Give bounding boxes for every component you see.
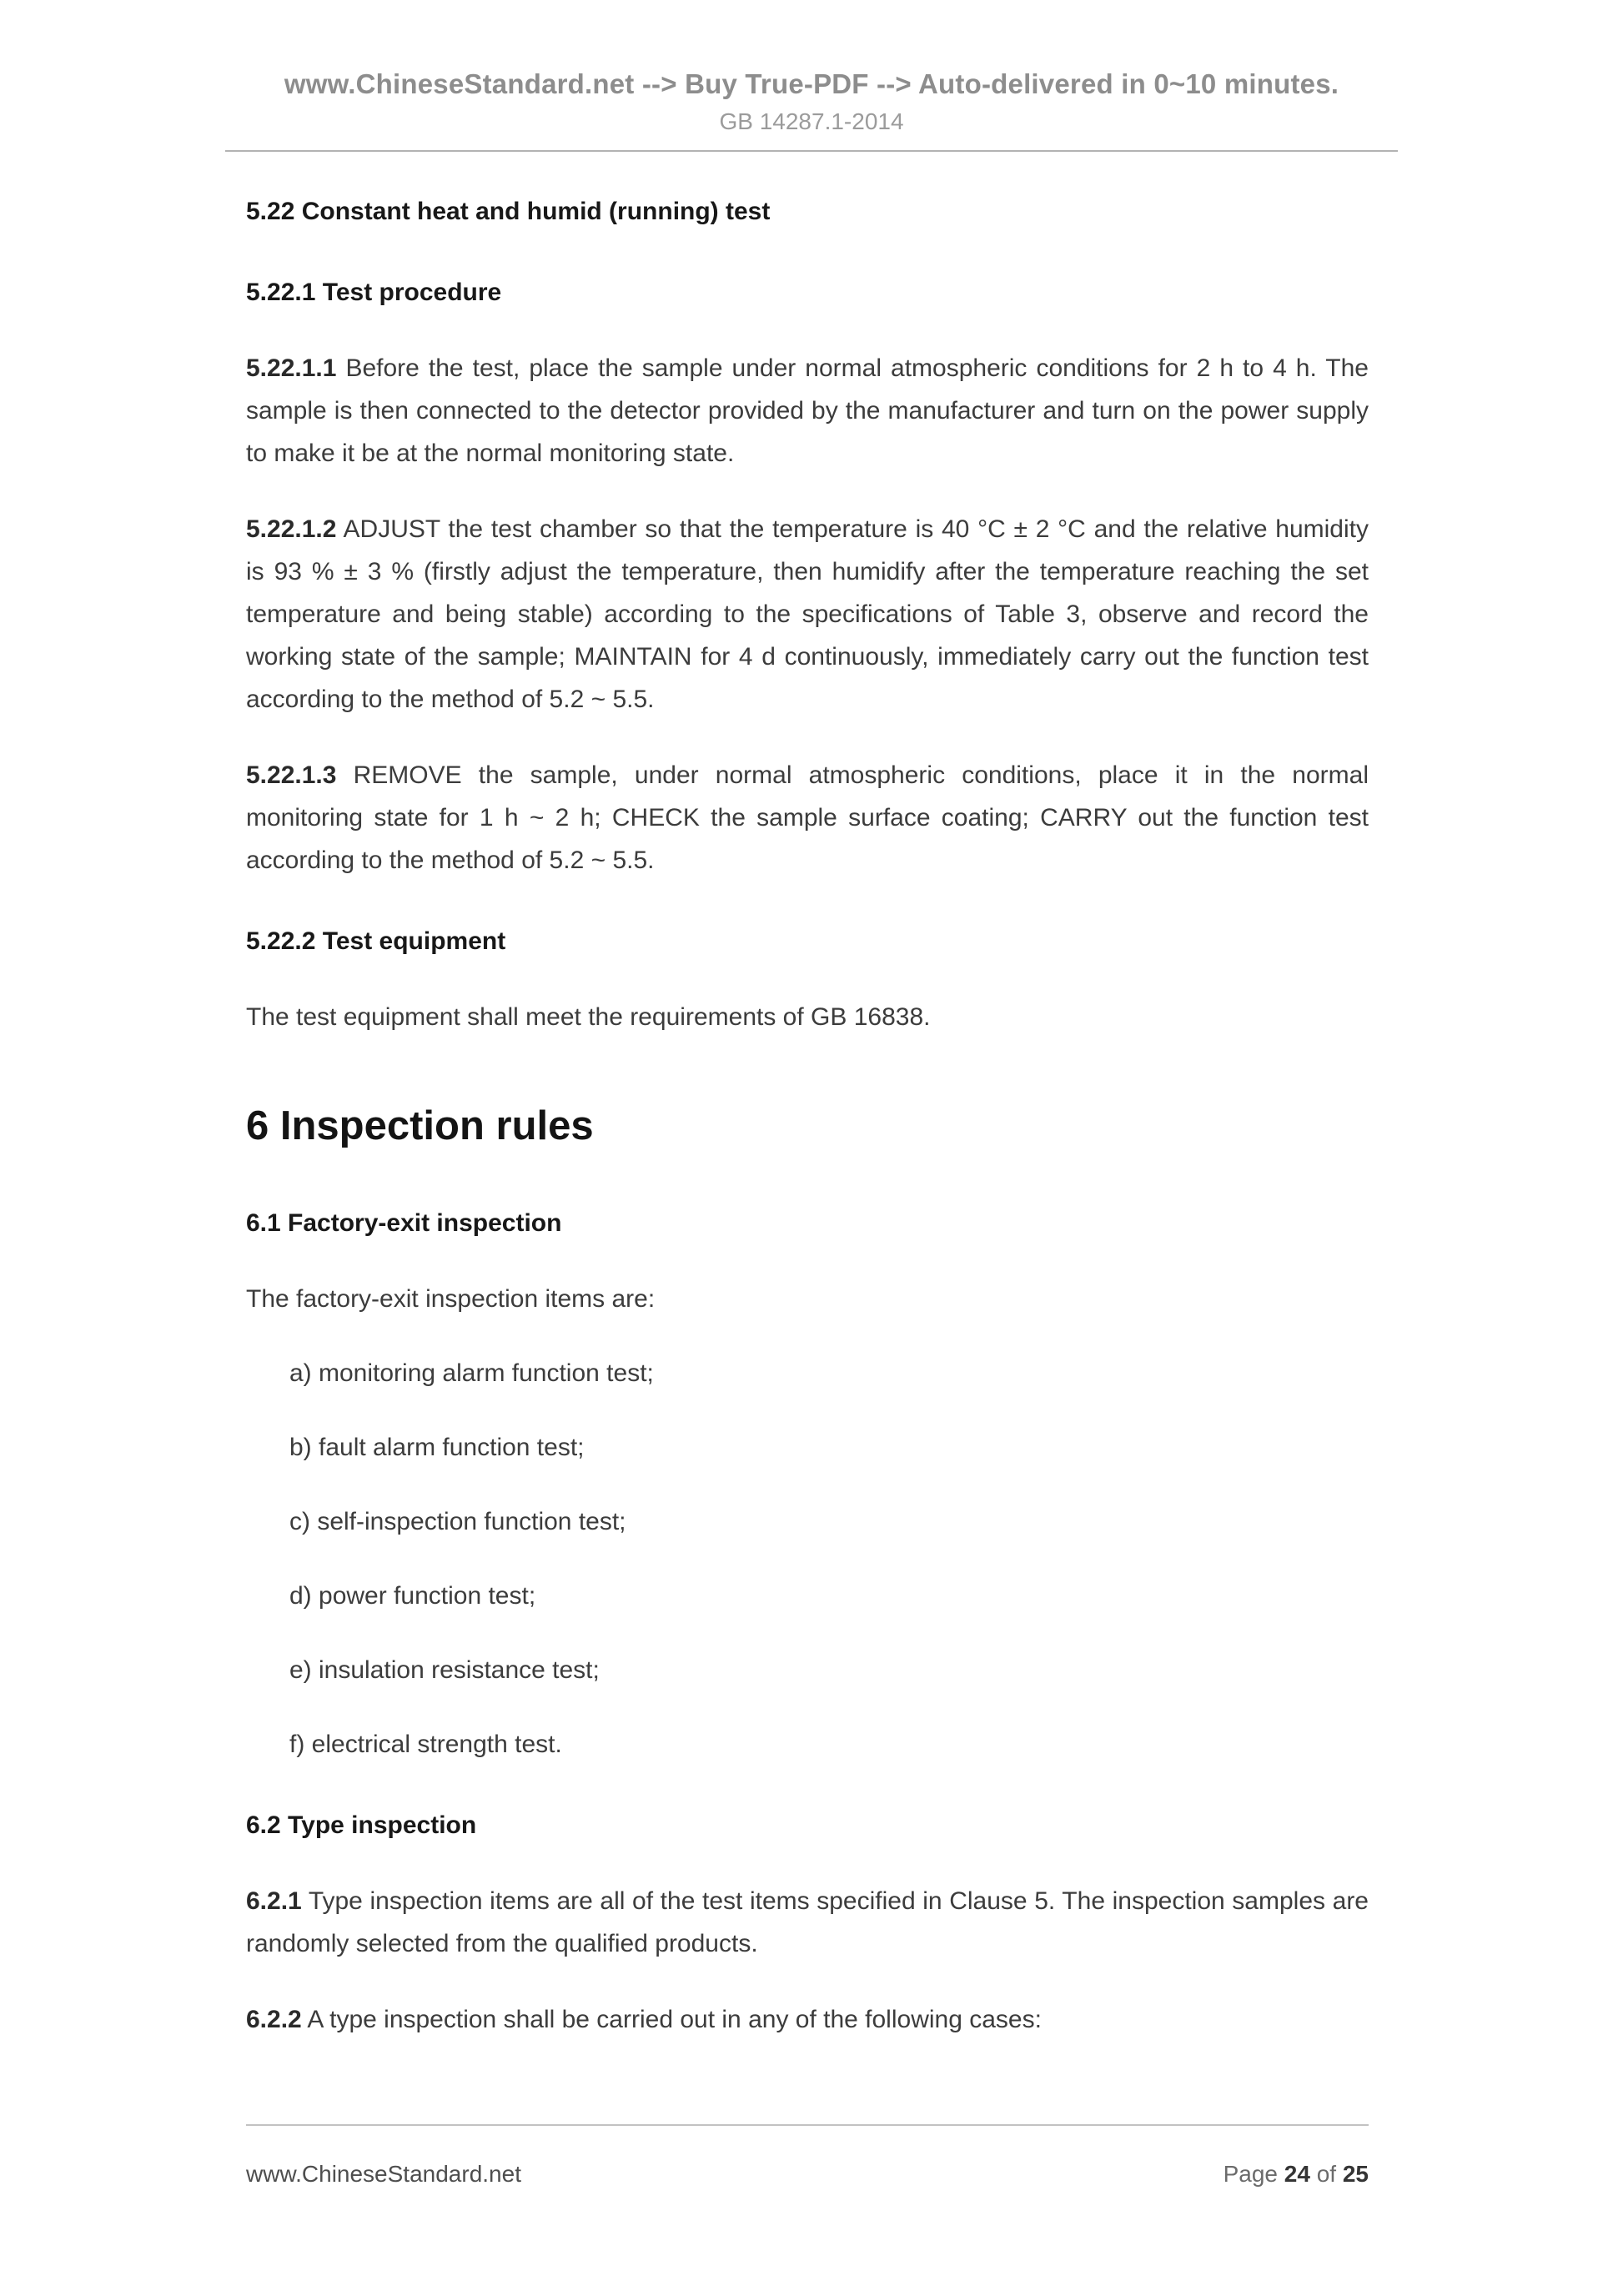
header-divider [225, 150, 1398, 152]
header-promo-text: www.ChineseStandard.net --> Buy True-PDF --> Auto-delivered in 0~10 minutes. [284, 68, 1339, 99]
paragraph-6-1-intro: The factory-exit inspection items are: [246, 1284, 656, 1313]
list-item-f: f) electrical strength test. [289, 1730, 562, 1758]
paragraph-6-2-2 [246, 1998, 1369, 2041]
document-body [0, 190, 1623, 2041]
list-item-d: d) power function test; [289, 1581, 536, 1610]
list-item-a: a) monitoring alarm function test; [289, 1359, 654, 1387]
clause-text-5-22-1-3: REMOVE the sample, under normal atmospheric conditions, place it in the normal monitoring state for 1 h ~ 2 h; CHECK the sample surface coating; CARRY out the function test according to the method of 5.2 ~ 5.5. [246, 761, 1369, 874]
clause-number-5-22-1-1: 5.22.1.1 [246, 354, 337, 382]
page-indicator [1224, 2161, 1369, 2188]
footer-site-link: www.ChineseStandard.net [246, 2161, 521, 2187]
page-footer [0, 2124, 1623, 2296]
list-item-b: b) fault alarm function test; [289, 1433, 585, 1461]
clause-number-5-22-1-2: 5.22.1.2 [246, 515, 337, 543]
paragraph-5-22-1-1 [246, 347, 1369, 475]
clause-number-6-2-2: 6.2.2 [246, 2005, 302, 2033]
heading-5-22-1: 5.22.1 Test procedure [246, 279, 502, 306]
page-indicator-label: Page [1223, 2161, 1284, 2187]
clause-text-6-2-2: A type inspection shall be carried out in any of the following cases: [307, 2005, 1042, 2033]
page-total-number: 25 [1342, 2161, 1369, 2187]
heading-5-22-2: 5.22.2 Test equipment [246, 927, 506, 955]
heading-6-2: 6.2 Type inspection [246, 1811, 477, 1839]
paragraph-5-22-1-3 [246, 754, 1369, 882]
clause-number-5-22-1-3: 5.22.1.3 [246, 761, 337, 789]
heading-6: 6 Inspection rules [246, 1103, 594, 1148]
clause-text-6-2-1: Type inspection items are all of the test items specified in Clause 5. The inspection samples are randomly selected from the qualified products. [246, 1887, 1369, 1957]
footer-row [246, 2161, 1369, 2188]
clause-text-5-22-1-2: ADJUST the test chamber so that the temperature is 40 °C ± 2 °C and the relative humidity is 93 % ± 3 % (firstly adjust the temperature, then humidify after the temperature reaching the set temperature and being stable) according to the specifications of Table 3, observe and record the working state of the sample; MAINTAIN for 4 d continuously, immediately carry out the function test according to the method of 5.2 ~ 5.5. [246, 515, 1369, 713]
footer-divider [246, 2124, 1369, 2126]
header-doc-number: GB 14287.1-2014 [719, 108, 904, 134]
list-item-e: e) insulation resistance test; [289, 1655, 600, 1684]
clause-number-6-2-1: 6.2.1 [246, 1887, 302, 1915]
paragraph-5-22-1-2 [246, 508, 1369, 721]
list-item-c: c) self-inspection function test; [289, 1507, 626, 1535]
clause-text-5-22-1-1: Before the test, place the sample under normal atmospheric conditions for 2 h to 4 h. The sample is then connected to the detector provided by the manufacturer and turn on the power supply to make it be at the normal monitoring state. [246, 354, 1369, 467]
page-header [0, 0, 1623, 152]
paragraph-6-2-1 [246, 1880, 1369, 1965]
page-current-number: 24 [1284, 2161, 1310, 2187]
heading-6-1: 6.1 Factory-exit inspection [246, 1208, 562, 1237]
heading-5-22: 5.22 Constant heat and humid (running) test [246, 198, 771, 225]
paragraph-5-22-2: The test equipment shall meet the requirements of GB 16838. [246, 1003, 931, 1031]
page-indicator-of: of [1309, 2161, 1343, 2187]
